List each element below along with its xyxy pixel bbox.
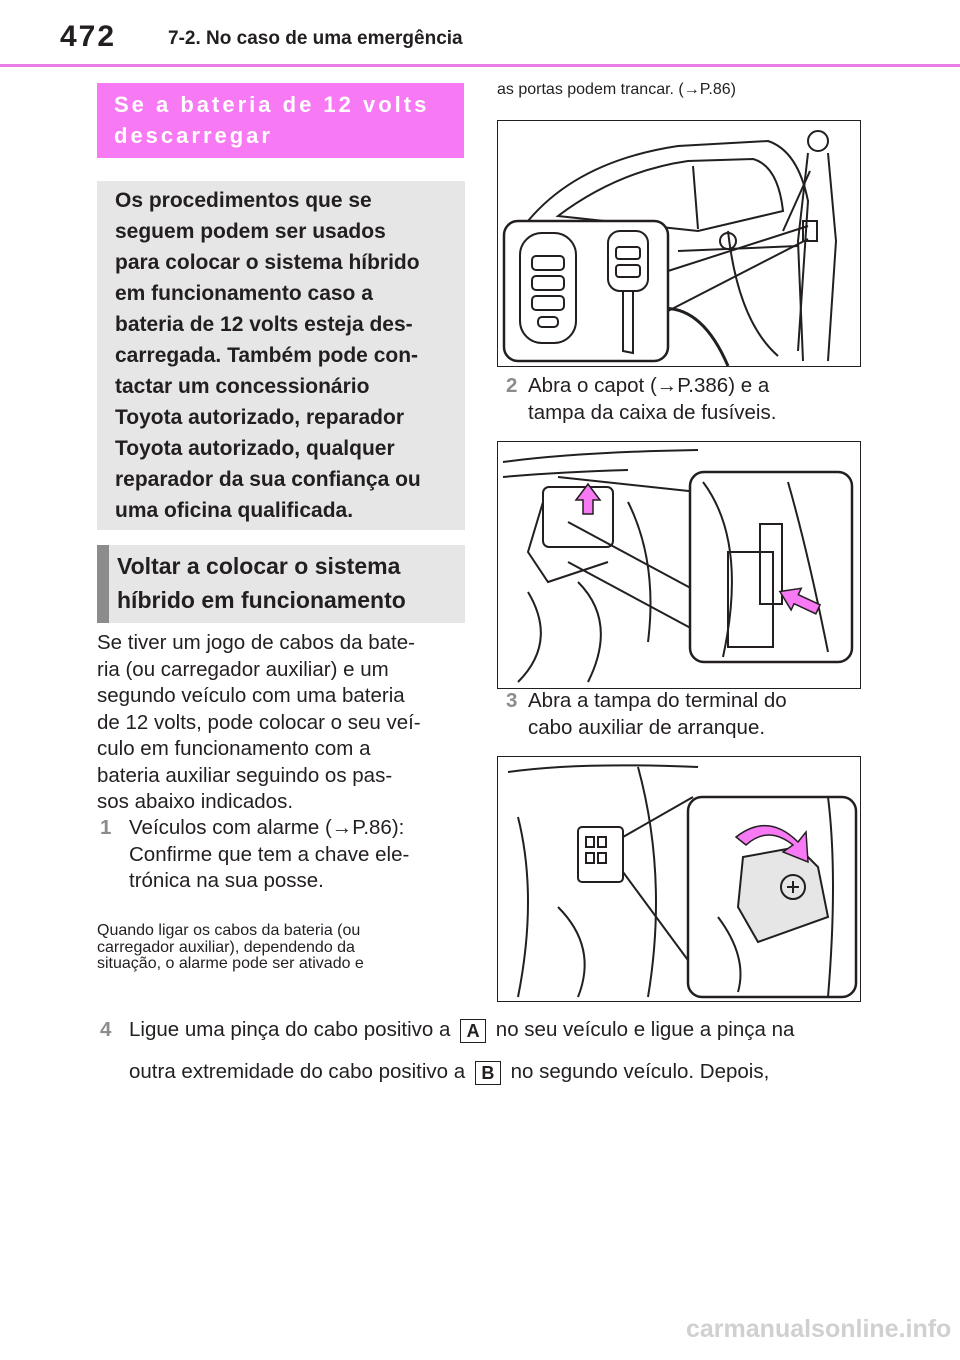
note-line: carregador auxiliar), dependendo da <box>97 938 355 956</box>
intro-line: carregada. Também pode con- <box>115 344 419 367</box>
step-1 <box>97 815 477 895</box>
body-line: ria (ou carregador auxiliar) e um <box>97 657 389 681</box>
note-line: situação, o alarme pode ser ativado e <box>97 955 364 972</box>
terminal-cover-illustration <box>498 757 860 1001</box>
figure-fuse-box <box>497 441 861 689</box>
body-line: bateria auxiliar seguindo os pas- <box>97 763 393 787</box>
label-b: B <box>475 1061 501 1085</box>
body-line: Se tiver um jogo de cabos da bate- <box>97 631 415 654</box>
step-3 <box>497 688 877 741</box>
section-title-line-2: descarregar <box>114 123 273 148</box>
intro-line: Toyota autorizado, reparador <box>115 406 404 429</box>
intro-line: seguem podem ser usados <box>115 220 386 243</box>
step-number: 2 <box>506 374 518 397</box>
note-line: Quando ligar os cabos da bateria (ou <box>97 922 361 939</box>
intro-box <box>97 181 465 530</box>
intro-line: Os procedimentos que se <box>115 189 372 212</box>
step-number: 4 <box>100 1018 112 1041</box>
step-text: Ligue uma pinça do cabo positivo a <box>129 1018 451 1041</box>
step-line: Abra o capot (→P.386) e a <box>528 374 770 397</box>
watermark: carmanualsonline.info <box>686 1315 952 1343</box>
intro-line: tactar um concessionário <box>115 375 370 398</box>
figure-car-key <box>497 120 861 367</box>
step-text: outra extremidade do cabo positivo a <box>129 1060 466 1083</box>
step-line: cabo auxiliar de arranque. <box>528 715 766 739</box>
subheading-line-2: híbrido em funcionamento <box>117 587 406 613</box>
step-line: tampa da caixa de fusíveis. <box>528 400 777 424</box>
section-title <box>97 83 464 158</box>
body-line: sos abaixo indicados. <box>97 790 294 813</box>
intro-line: em funcionamento caso a <box>115 282 373 305</box>
body-paragraph <box>97 630 467 816</box>
car-key-illustration <box>498 121 860 366</box>
intro-line: Toyota autorizado, qualquer <box>115 437 395 460</box>
page-number: 472 <box>60 20 117 53</box>
intro-line: uma oficina qualificada. <box>115 499 354 522</box>
step-number: 1 <box>100 816 112 839</box>
fuse-box-illustration <box>498 442 860 688</box>
body-line: culo em funcionamento com a <box>97 737 371 760</box>
subheading-line-1: Voltar a colocar o sistema <box>117 553 401 579</box>
section-title-line-1: Se a bateria de 12 volts <box>114 92 430 117</box>
body-line: de 12 volts, pode colocar o seu veí- <box>97 710 421 734</box>
step-line: Veículos com alarme (→P.86): <box>129 816 405 839</box>
note <box>97 923 477 973</box>
body-line: segundo veículo com uma bateria <box>97 684 405 707</box>
step-line: Abra a tampa do terminal do <box>528 689 787 712</box>
chapter-title: 7-2. No caso de uma emergência <box>168 28 463 49</box>
step-4 <box>97 1016 917 1086</box>
figure-terminal-cover <box>497 756 861 1002</box>
intro-line: para colocar o sistema híbrido <box>115 251 420 274</box>
step-line: trónica na sua posse. <box>129 869 324 892</box>
subheading <box>97 545 465 623</box>
intro-line: bateria de 12 volts esteja des- <box>115 313 413 336</box>
step-line: Confirme que tem a chave ele- <box>129 842 410 866</box>
note-continuation: as portas podem trancar. (→P.86) <box>497 81 736 98</box>
step-text: no segundo veículo. Depois, <box>510 1060 770 1083</box>
step-number: 3 <box>506 689 518 712</box>
step-text: no seu veículo e ligue a pinça na <box>495 1018 795 1041</box>
intro-line: reparador da sua confiança ou <box>115 468 421 491</box>
header-divider <box>0 64 960 67</box>
label-a: A <box>460 1019 486 1043</box>
step-2 <box>497 373 877 426</box>
